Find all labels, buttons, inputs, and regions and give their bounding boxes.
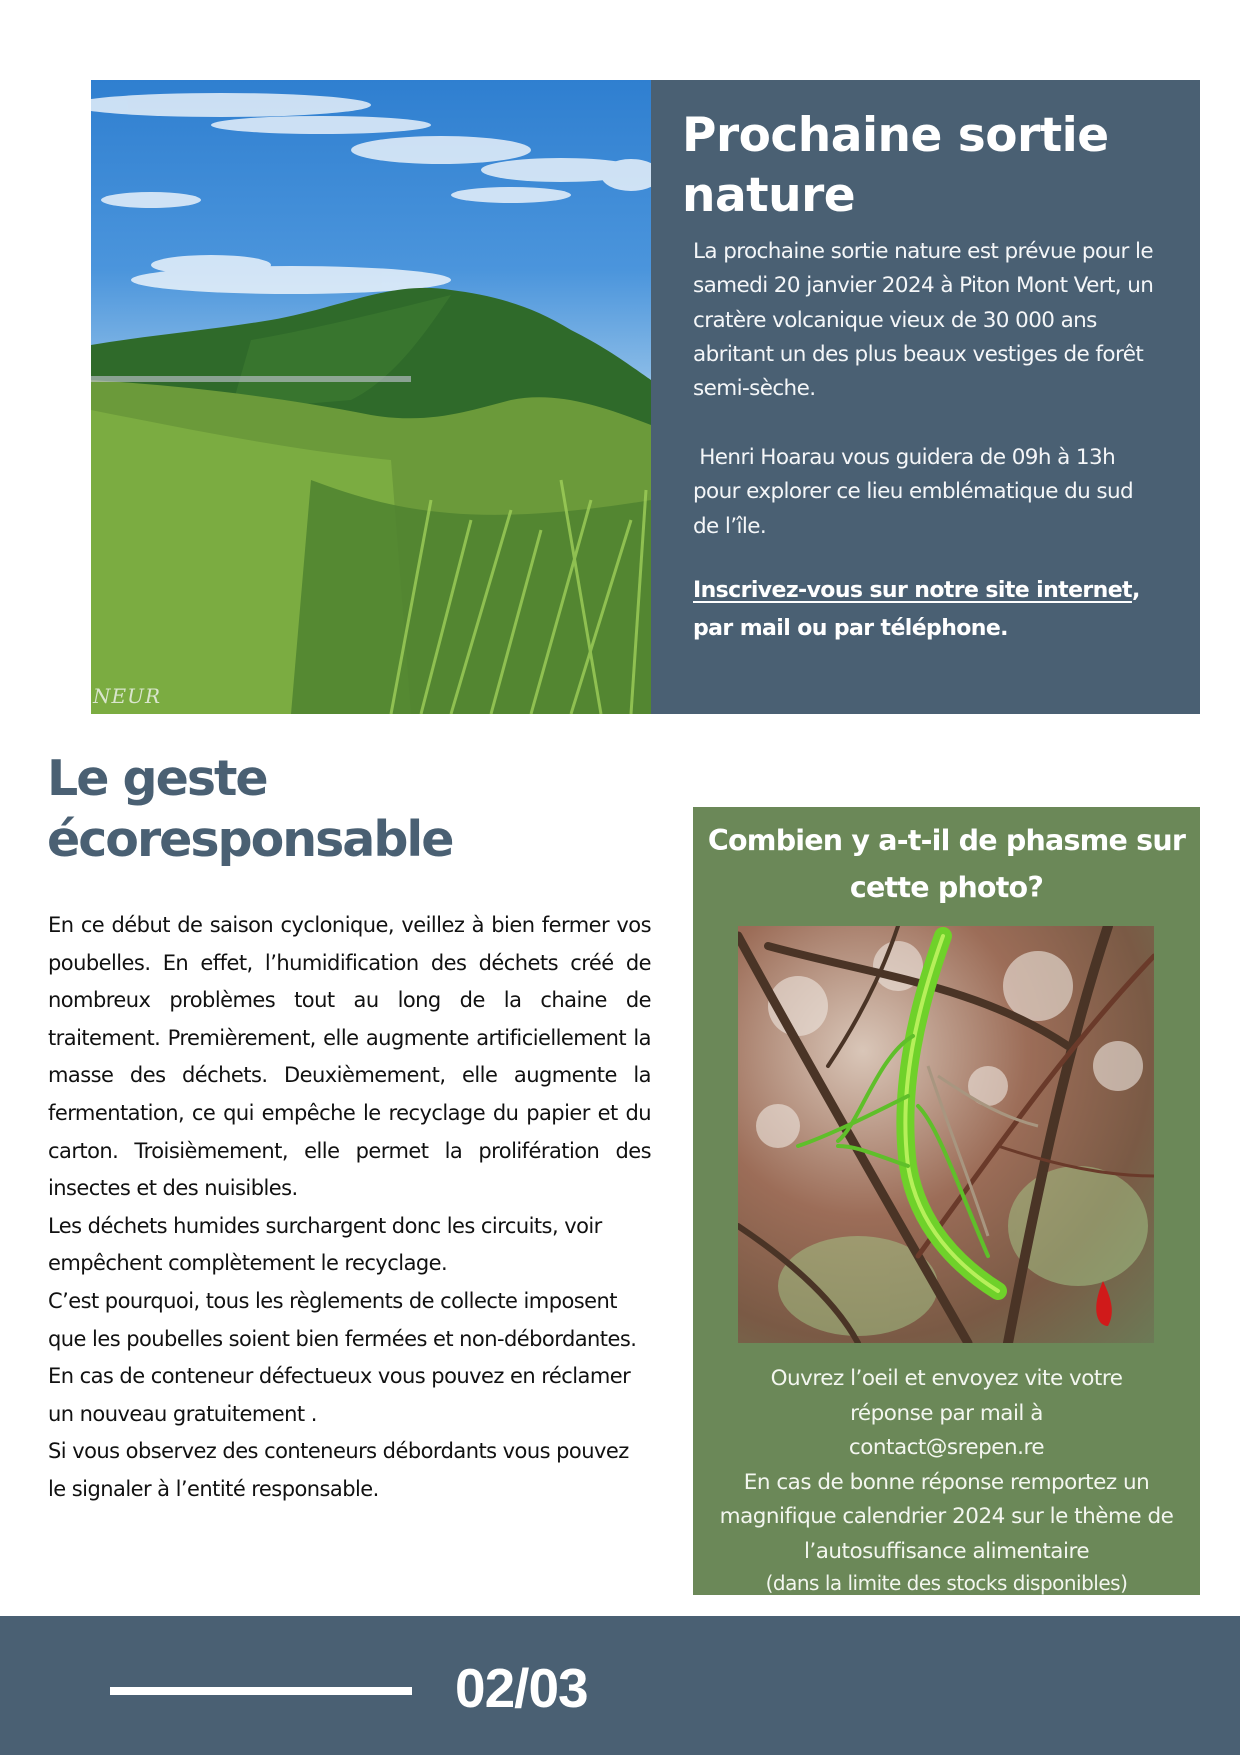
eco-gesture-paragraph: En ce début de saison cyclonique, veillez à bien fermer vos poubelles. En effet, l’humidification des déchets créé de nombreux problèmes tout au long de la chaine de traitement. Premièrement, elle augmente artificiellement la masse des déchets. Deuxièmement, elle augmente la fermentation, ce qui empêche le recyclage du papier et du carton. Troisièmement, elle permet la prolifération des insectes et des nuisibles. — [48, 913, 651, 1201]
eco-gesture-title — [47, 748, 452, 870]
quiz-contact-email[interactable]: contact@srepen.re — [848, 1435, 1045, 1460]
quiz-answer-instruction: Ouvrez l’oeil et envoyez vite votre réponse par mail à — [770, 1366, 1123, 1426]
next-outing-guide-info — [693, 441, 1163, 544]
page-footer — [0, 1616, 1240, 1755]
footer-divider-line — [110, 1687, 412, 1695]
photo-watermark: NEUR — [93, 684, 162, 708]
eco-gesture-line: C’est pourquoi, tous les règlements de collecte imposent que les poubelles soient bien fermées et non-débordantes. — [48, 1288, 637, 1351]
page-number: 02/03 — [455, 1657, 588, 1719]
stick-insect-illustration — [738, 926, 1154, 1343]
landscape-illustration — [91, 80, 651, 714]
next-outing-panel — [651, 80, 1200, 714]
quiz-title: Combien y a-t-il de phasme sur cette photo? — [707, 824, 1186, 904]
stick-insect-quiz-box — [693, 807, 1200, 1595]
stick-insect-photo — [738, 926, 1154, 1343]
eco-gesture-line: Si vous observez des conteneurs débordants vous pouvez le signaler à l’entité responsable. — [48, 1439, 629, 1501]
eco-gesture-line: En cas de conteneur défectueux vous pouvez en réclamer un nouveau gratuitement . — [48, 1364, 631, 1426]
eco-gesture-body — [48, 907, 651, 1509]
eco-gesture-title-line2: écoresponsable — [47, 811, 453, 868]
next-outing-title: Prochaine sortie nature — [682, 108, 1109, 223]
quiz-prize-text: En cas de bonne réponse remportez un magnifique calendrier 2024 sur le thème de l’autosuffisance alimentaire — [719, 1469, 1174, 1564]
website-registration-link[interactable]: Inscrivez-vous sur notre site internet — [693, 578, 1132, 603]
hero-landscape-photo — [91, 80, 651, 714]
next-outing-description: La prochaine sortie nature est prévue pour le samedi 20 janvier 2024 à Piton Mont Vert, un cratère volcanique vieux de 30 000 ans abritant un des plus beaux vestiges de forêt semi-sèche. — [693, 239, 1154, 402]
quiz-instructions — [693, 1362, 1200, 1597]
eco-gesture-title-line1: Le geste — [47, 750, 267, 807]
registration-alternatives: , par mail ou par téléphone. — [693, 578, 1140, 641]
guide-text: Henri Hoarau vous guidera de 09h à 13h pour explorer ce lieu emblématique du sud de l’île. — [693, 445, 1134, 539]
eco-gesture-line: Les déchets humides surchargent donc les circuits, voir empêchent complètement le recyclage. — [48, 1213, 602, 1276]
registration-call-to-action — [693, 572, 1163, 648]
red-flower-bud — [1096, 1281, 1112, 1326]
quiz-stock-disclaimer: (dans la limite des stocks disponibles) — [765, 1571, 1128, 1595]
clouds — [91, 93, 651, 294]
